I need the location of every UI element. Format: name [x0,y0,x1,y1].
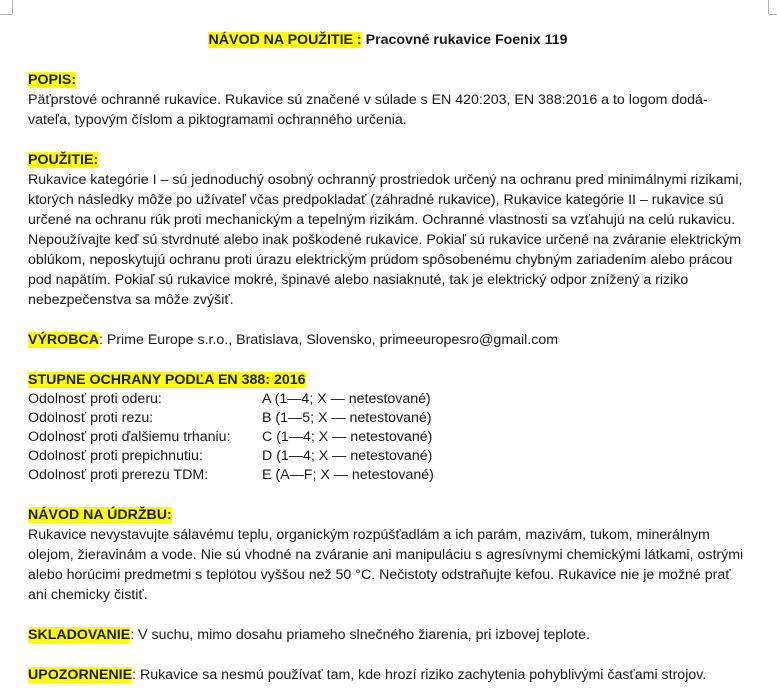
document-title [28,30,748,50]
section-heading-popis [28,70,748,90]
udrzba-text: Rukavice nevystavujte sálavému teplu, organickým rozpúšťadlám a ich parám, mazivám, tukom, minerálnym olejom, žieravinám a vode. Nie sú vhodné na zváranie ani manipuláciu s agresívnymi chemickými látkami, ostrými alebo horúcimi predmetmi s teplotou vyššou než 50 °C. Nečistoty odstraňujte kefou. Rukavice nie je možné prať ani chemicky čistiť. [28,527,744,603]
title-prefix: NÁVOD NA POUŽITIE : [208,32,362,48]
title-product: Pracovné rukavice Foenix 119 [361,32,568,48]
protection-value: C (1—4; X — netestované) [262,429,433,445]
vyrobca-line [28,330,748,350]
protection-label: Odolnosť proti rezu: [28,410,154,426]
popis-heading-text: POPIS: [28,72,77,88]
margin-mark [768,0,769,14]
protection-value: E (A—F; X — netestované) [262,467,434,483]
skladovanie-text: : V suchu, mimo dosahu priameho slnečného žiarenia, pri izbovej teplote. [130,627,590,643]
upozornenie-line [28,665,748,685]
skladovanie-line [28,625,748,645]
section-heading-pouzitie [28,150,748,170]
vyrobca-text: : Prime Europe s.r.o., Bratislava, Slovensko, primeeuropesro@gmail.com [98,332,559,348]
skladovanie-heading: SKLADOVANIE [28,627,131,643]
section-heading-udrzba [28,505,748,525]
protection-value: B (1—5; X — netestované) [262,410,432,426]
pouzitie-heading-text: POUŽITIE: [28,152,99,168]
protection-value: A (1—4; X — netestované) [262,391,431,407]
stupne-heading-text: STUPNE OCHRANY PODĽA EN 388: 2016 [28,372,306,388]
margin-mark [0,14,12,15]
protection-levels-table [28,390,748,485]
protection-value: D (1—4; X — netestované) [262,448,433,464]
vyrobca-heading: VÝROBCA [28,332,99,348]
protection-label: Odolnosť proti prepichnutiu: [28,448,203,464]
protection-label: Odolnosť proti prerezu TDM: [28,467,209,483]
protection-label: Odolnosť proti oderu: [28,391,162,407]
margin-mark [769,14,777,15]
margin-mark [12,0,13,14]
upozornenie-heading: UPOZORNENIE [28,667,133,683]
upozornenie-text: : Rukavice sa nesmú používať tam, kde hrozí riziko zachytenia pohyblivými časťami strojov. [132,667,707,683]
popis-text: Päťprstové ochranné rukavice. Rukavice sú značené v súlade s EN 420:203, EN 388:2016 a to logom dodá-vateľa, typovým číslom a piktogramami ochranného určenia. [28,92,708,128]
udrzba-heading-text: NÁVOD NA ÚDRŽBU: [28,507,172,523]
section-heading-stupne [28,370,748,390]
protection-label: Odolnosť proti ďalšiemu trhaniu: [28,429,231,445]
pouzitie-text: Rukavice kategórie I – sú jednoduchý osobný ochranný prostriedok určený na ochranu pred minimálnymi rizikami, ktorých následky môže po užívateľ včas predpokladať (záhradné rukavice), Rukavice kategórie II – rukavice sú určené na ochranu rúk proti mechanickým a tepelným rizikám. Ochranné vlastnosti sa vzťahujú na celú rukavicu. Nepoužívajte keď sú stvrdnuté alebo inak poškodené rukavice. Pokiaľ sú rukavice určené na zváranie elektrickým oblúkom, neposkytujú ochranu proti úrazu elektrickým prúdom spôsobenému chybným zariadením alebo prácou pod napätím. Pokiaľ sú rukavice mokré, špinavé alebo nasiaknuté, tak je elektrický odpor znížený a riziko nebezpečenstva sa môže zvýšiť. [28,172,743,308]
document-page [28,30,748,685]
